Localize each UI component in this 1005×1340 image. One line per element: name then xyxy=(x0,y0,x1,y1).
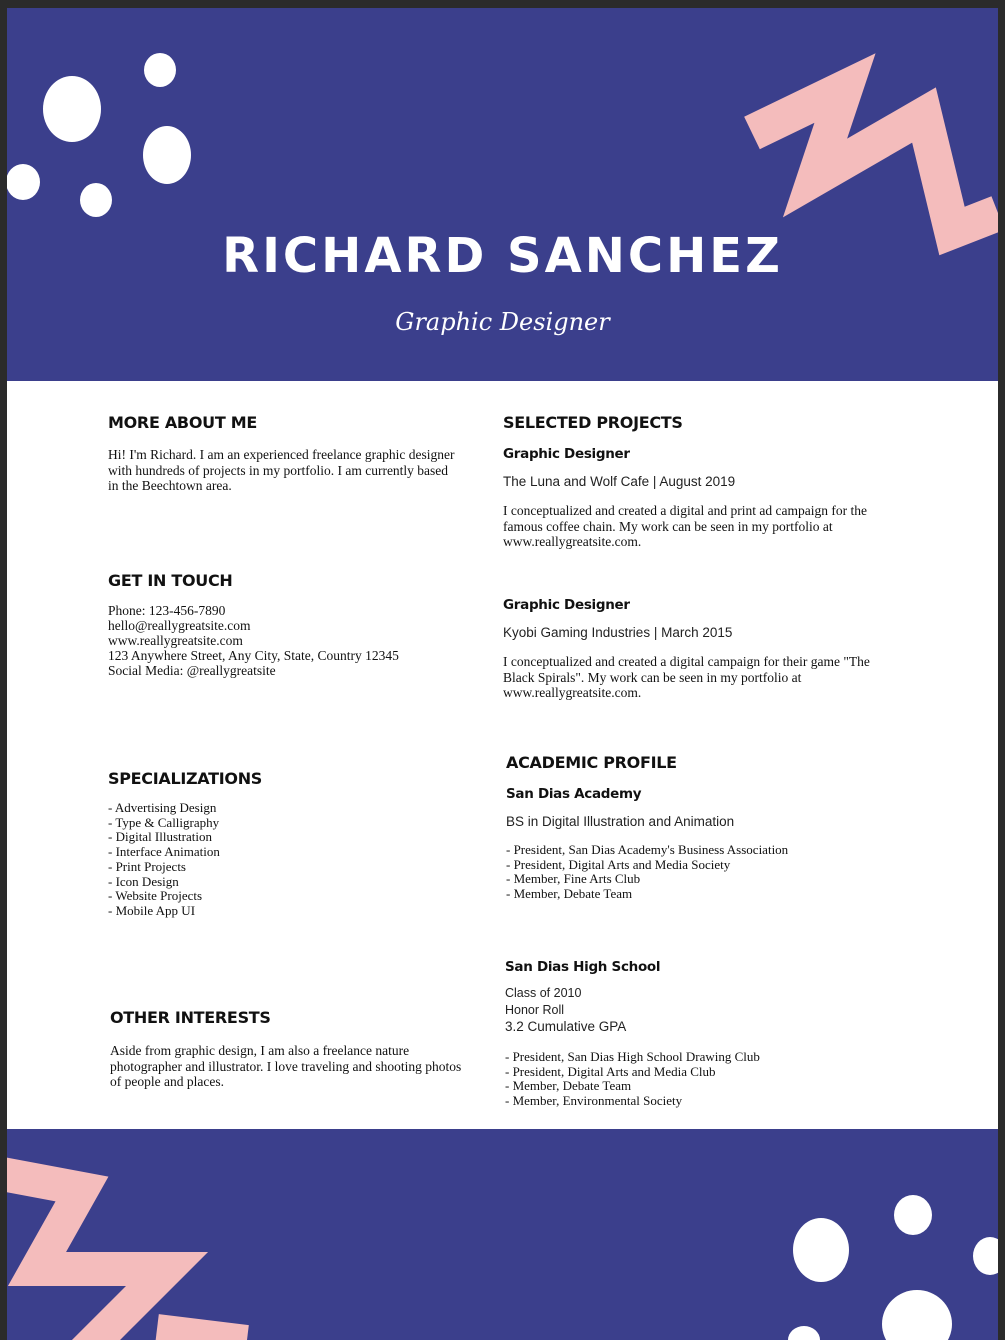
candidate-name: RICHARD SANCHEZ xyxy=(222,228,783,284)
list-item: - Type & Calligraphy xyxy=(108,814,220,830)
school-degree: BS in Digital Illustration and Animation xyxy=(506,814,735,829)
project-meta: The Luna and Wolf Cafe | August 2019 xyxy=(503,474,736,489)
header-band xyxy=(7,8,998,381)
contact-block xyxy=(108,603,478,678)
school-class: Class of 2010 xyxy=(505,986,582,1000)
project-meta: Kyobi Gaming Industries | March 2015 xyxy=(503,625,733,640)
school-honor: Honor Roll xyxy=(505,1002,565,1017)
list-item: - President, San Dias Academy's Business Association xyxy=(506,842,789,857)
project-description: I conceptualized and created a digital and print ad campaign for the famous coffee chain. My work can be seen in my portfolio at www.reallygreatsite.com. xyxy=(503,503,867,549)
candidate-title: Graphic Designer xyxy=(395,308,610,336)
footer-band xyxy=(7,1129,998,1340)
interests-heading: OTHER INTERESTS xyxy=(110,1008,271,1027)
dot-shape xyxy=(788,1326,820,1340)
specializations-heading: SPECIALIZATIONS xyxy=(108,769,263,788)
list-item: - Interface Animation xyxy=(108,844,220,860)
resume-page xyxy=(7,8,998,1340)
project-role: Graphic Designer xyxy=(503,597,630,613)
school-activities xyxy=(506,843,788,902)
contact-website: www.reallygreatsite.com xyxy=(108,633,243,648)
list-item: - Print Projects xyxy=(108,858,186,874)
dot-shape xyxy=(143,126,191,184)
contact-address: 123 Anywhere Street, Any City, State, Country 12345 xyxy=(108,648,399,663)
project-description: I conceptualized and created a digital campaign for their game "The Black Spirals". My work can be seen in my portfolio at www.reallygreatsite.com. xyxy=(503,654,870,700)
list-item: - Member, Debate Team xyxy=(506,886,633,902)
pink-squiggle-shape xyxy=(7,1174,167,1340)
about-heading: MORE ABOUT ME xyxy=(108,413,257,432)
dot-shape xyxy=(973,1237,998,1275)
contact-email: hello@reallygreatsite.com xyxy=(108,618,251,633)
list-item: - Mobile App UI xyxy=(108,902,196,918)
dot-shape xyxy=(793,1218,849,1282)
list-item: - Member, Environmental Society xyxy=(505,1093,683,1109)
list-item: - Digital Illustration xyxy=(108,829,212,845)
list-item: - Advertising Design xyxy=(108,800,217,815)
dot-shape xyxy=(144,53,176,87)
pink-squiggle-shape xyxy=(157,1329,247,1340)
about-text: Hi! I'm Richard. I am an experienced freelance graphic designer with hundreds of projects in my portfolio. I am currently based in the Beechtown area. xyxy=(108,447,455,493)
interests-text: Aside from graphic design, I am also a freelance nature photographer and illustrator. I love traveling and shooting photos of people and places. xyxy=(110,1043,462,1089)
school-name: San Dias High School xyxy=(505,959,661,975)
specializations-list xyxy=(108,801,220,919)
contact-social: Social Media: @reallygreatsite xyxy=(108,663,276,678)
dot-shape xyxy=(894,1195,932,1235)
contact-heading: GET IN TOUCH xyxy=(108,571,233,590)
dot-shape xyxy=(7,164,40,200)
academic-heading: ACADEMIC PROFILE xyxy=(506,753,677,772)
dot-shape xyxy=(43,76,101,142)
school-gpa: 3.2 Cumulative GPA xyxy=(505,1019,627,1034)
pink-squiggle-shape xyxy=(752,88,998,231)
list-item: - Icon Design xyxy=(108,873,179,889)
school-details xyxy=(505,985,626,1035)
projects-heading: SELECTED PROJECTS xyxy=(503,413,683,432)
footer-decoration xyxy=(7,1129,998,1340)
list-item: - President, Digital Arts and Media Club xyxy=(505,1063,716,1079)
school-name: San Dias Academy xyxy=(506,786,642,802)
project-role: Graphic Designer xyxy=(503,446,630,462)
contact-phone: Phone: 123-456-7890 xyxy=(108,603,226,618)
list-item: - President, Digital Arts and Media Society xyxy=(506,856,731,872)
list-item: - Member, Debate Team xyxy=(505,1078,632,1094)
dot-shape xyxy=(80,183,112,217)
list-item: - Website Projects xyxy=(108,888,203,904)
dot-shape xyxy=(882,1290,952,1340)
school-activities xyxy=(505,1050,760,1109)
list-item: - Member, Fine Arts Club xyxy=(506,871,641,887)
list-item: - President, San Dias High School Drawing Club xyxy=(505,1049,760,1064)
